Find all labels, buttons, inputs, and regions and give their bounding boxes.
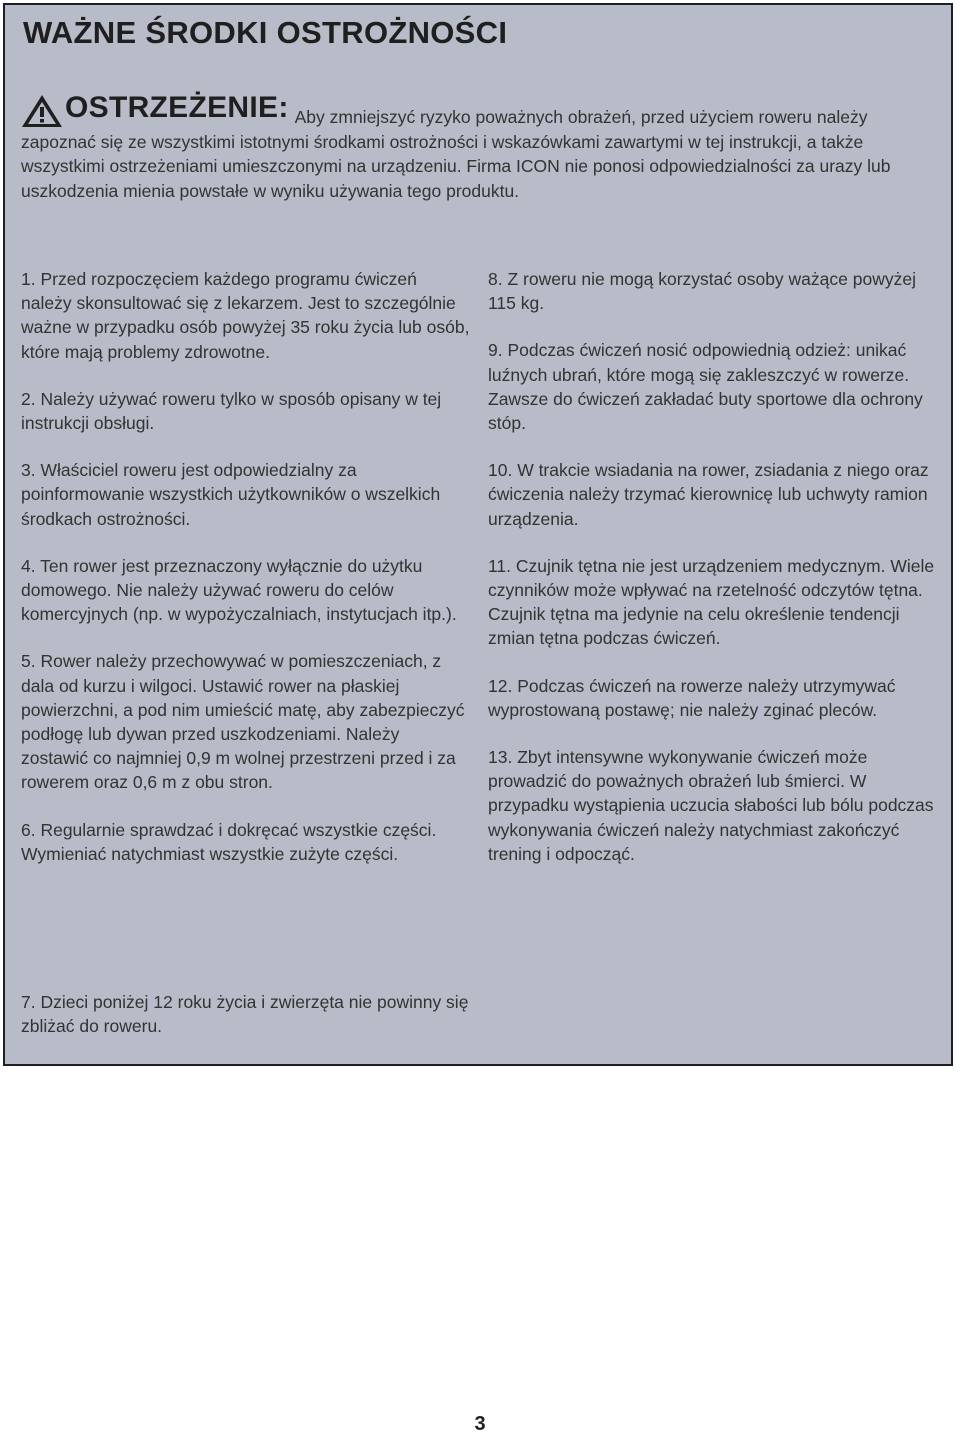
safety-panel (3, 3, 953, 1066)
safety-item-1: 1. Przed rozpoczęciem każdego programu ćwiczeń należy skonsultować się z lekarzem. Jest to szczególnie ważne w przypadku osób powyżej 35 roku życia lub osób, które mają problemy zdrowotne. (21, 269, 470, 362)
safety-item-12: 12. Podczas ćwiczeń na rowerze należy utrzymywać wyprostowaną postawę; nie należy zginać pleców. (488, 675, 896, 720)
warning-heading-group (21, 89, 295, 123)
safety-item-13: 13. Zbyt intensywne wykonywanie ćwiczeń może prowadzić do poważnych obrażeń lub śmierci. W przypadku wystąpienia uczucia słabości lub bólu podczas wykonywania ćwiczeń należy natychmiast zakończyć trening i odpocząć. (488, 747, 934, 864)
warning-triangle-icon (21, 94, 63, 128)
safety-item-5: 5. Rower należy przechowywać w pomieszczeniach, z dala od kurzu i wilgoci. Ustawić rower na płaskiej powierzchni, a pod nim umieścić matę, aby zabezpieczyć podłogę lub dywan przed uszkodzeniami. Należy zostawić co najmniej 0,9 m wolnej przestrzeni przed i za rowerem oraz 0,6 m z obu stron. (21, 651, 465, 793)
safety-item-8: 8. Z roweru nie mogą korzystać osoby ważące powyżej 115 kg. (488, 269, 916, 314)
page-title: WAŻNE ŚRODKI OSTROŻNOŚCI (23, 15, 508, 50)
safety-item-9: 9. Podczas ćwiczeń nosić odpowiednią odzież: unikać luźnych ubrań, które mogą się zakleszczyć w rowerze. Zawsze do ćwiczeń zakładać buty sportowe dla ochrony stóp. (488, 340, 923, 434)
safety-item-2: 2. Należy używać roweru tylko w sposób opisany w tej instrukcji obsługi. (21, 388, 442, 434)
safety-item-7: 7. Dzieci poniżej 12 roku życia i zwierzęta nie powinny się zbliżać do roweru. (21, 992, 469, 1037)
left-column (21, 267, 471, 866)
warning-heading: OSTRZEŻENIE: (65, 91, 289, 124)
safety-item-6: 6. Regularnie sprawdzać i dokręcać wszystkie części. Wymieniać natychmiast wszystkie zużyte części. (21, 819, 437, 864)
right-column (488, 267, 946, 866)
warning-text: Aby zmniejszyć ryzyko poważnych obrażeń, przed użyciem roweru należy zapoznać się ze wszystkimi istotnymi środkami ostrożności i wskazówkami zawartymi w tej instrukcji, a także wszystkimi ostrzeżeniami umieszczonymi na urządzeniu. Firma ICON nie ponosi odpowiedzialności za urazy lub uszkodzenia mienia powstałe w wyniku używania tego produktu. (21, 107, 891, 201)
safety-item-3: 3. Właściciel roweru jest odpowiedzialny za poinformowanie wszystkich użytkowników o wszelkich środkach ostrożności. (21, 460, 441, 529)
page-number: 3 (474, 1413, 486, 1435)
safety-item-4: 4. Ten rower jest przeznaczony wyłącznie do użytku domowego. Nie należy używać roweru do celów komercyjnych (np. w wypożyczalniach, instytucjach itp.). (21, 555, 457, 625)
warning-block (21, 89, 931, 203)
safety-item-11: 11. Czujnik tętna nie jest urządzeniem medycznym. Wiele czynników może wpływać na rzetelność odczytów tętna. Czujnik tętna ma jedynie na celu określenie tendencji zmian tętna podczas ćwiczeń. (488, 555, 935, 649)
safety-item-10: 10. W trakcie wsiadania na rower, zsiadania z niego oraz ćwiczenia należy trzymać kierownicę lub uchwyty ramion urządzenia. (488, 460, 929, 529)
